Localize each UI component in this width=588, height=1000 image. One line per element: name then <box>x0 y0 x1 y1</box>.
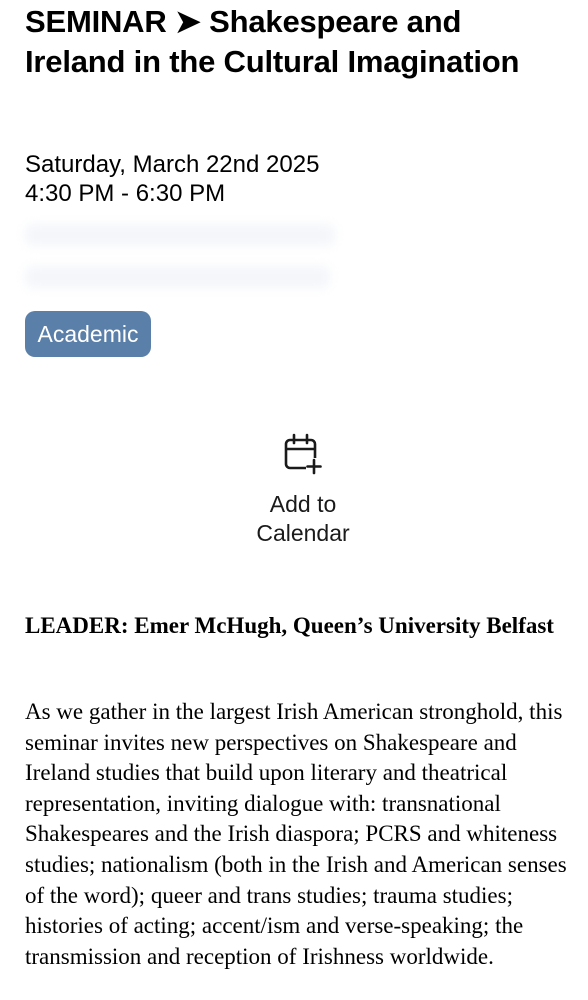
add-to-calendar-button[interactable] <box>228 432 378 556</box>
seminar-leader: LEADER: Emer McHugh, Queen’s University Belfast <box>25 613 554 638</box>
category-badge[interactable]: Academic <box>25 311 151 357</box>
seminar-description: As we gather in the largest Irish American stronghold, this seminar invites new perspectives on Shakespeare and Ireland studies that build upon literary and theatrical representation, inviting dialogue with: transnational Shakespeares and the Irish diaspora; PCRS and whiteness studies; nationalism (both in the Irish and American senses of the word); queer and trans studies; trauma studies; histories of acting; accent/ism and verse-speaking; the transmission and reception of Irishness worldwide. <box>25 699 567 969</box>
calendar-add-icon <box>283 432 323 476</box>
add-to-calendar-label: Add to Calendar <box>256 491 350 546</box>
event-datetime <box>25 150 319 208</box>
event-title: SEMINAR ➤ Shakespeare and Ireland in the Cultural Imagination <box>25 4 520 79</box>
obscured-location-line <box>25 224 335 246</box>
event-date: Saturday, March 22nd 2025 <box>25 151 320 178</box>
obscured-location-line <box>25 266 330 288</box>
event-time: 4:30 PM - 6:30 PM <box>25 180 226 207</box>
